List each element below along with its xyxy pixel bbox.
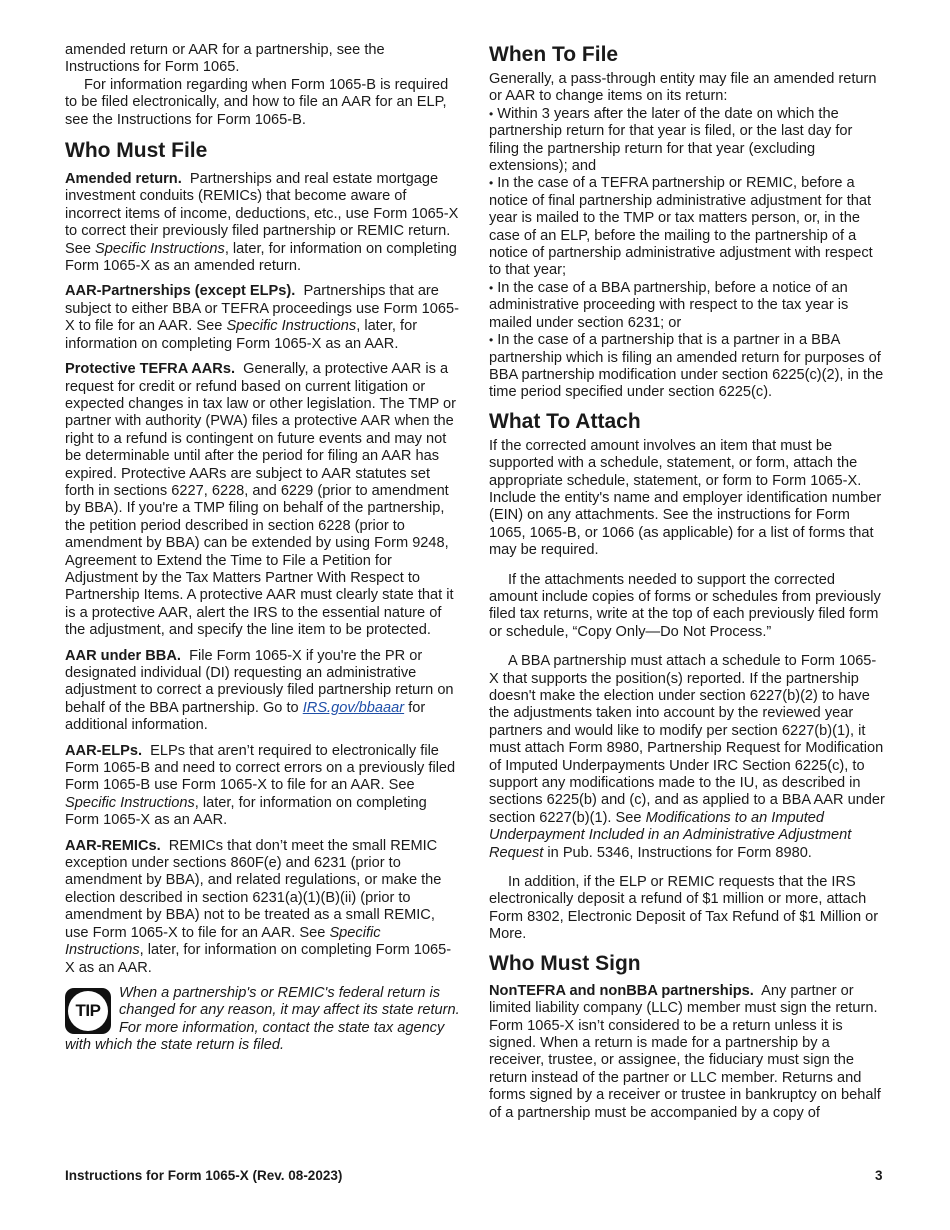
bullet-item: • In the case of a partnership that is a partner in a BBA partnership which is filing an amended return for purposes of BBA partnership modification under section 6225(c)(2), in the time period specified under section 6225(c). — [489, 332, 884, 401]
attach-paragraph-3: A BBA partnership must attach a schedule to Form 1065-X that supports the position(s) reported. If the partnership doesn't make the election under section 6227(b)(2) to have the adjustments taken into account by the reviewed year partners and would like to modify per section 6227(b)(1), it must attach Form 8980, Partnership Request for Modification of Imputed Underpayments Under IRC Section 6225(c), to support any modifications made to the IU, as described in sections 6225(b) and (c), and as applied to a BBA AAR under section 6227(b)(1). See Modifications to an Imputed Underpayment Included in an Administrative Adjustment Request in Pub. 5346, Instructions for Form 8980. — [489, 653, 885, 861]
heading-when-to-file: When To File — [489, 43, 619, 66]
bullet-icon: • — [489, 106, 494, 121]
bullet-icon: • — [489, 333, 494, 348]
aar-elps-title: AAR-ELPs. — [65, 742, 143, 759]
aar-partnerships-title: AAR-Partnerships (except ELPs). — [65, 283, 296, 300]
footer-form-title: Instructions for Form 1065-X (Rev. 08-2023) — [65, 1168, 343, 1183]
aar-partnerships-paragraph: AAR-Partnerships (except ELPs). Partnerships that are subject to either BBA or TEFRA proceedings use Form 1065-X to file for an AAR. See Specific Instructions, later, for information on completing Form 1065-X as an AAR. — [65, 283, 459, 352]
aar-elps-paragraph: AAR-ELPs. ELPs that aren’t required to electronically file Form 1065-B and need to correct errors on a previously filed Form 1065-B use Form 1065-X to file for an AAR. See Specific Instructions, later, for information on completing Form 1065-X as an AAR. — [65, 742, 456, 829]
tip-box — [65, 985, 460, 1055]
bullet-icon: • — [489, 176, 494, 191]
heading-what-to-attach: What To Attach — [489, 409, 641, 433]
protective-tefra-paragraph: Protective TEFRA AARs. Generally, a protective AAR is a request for credit or refund based on current litigation or expected changes in tax law or other legislation. The TMP or partner with authority (PWA) files a protective AAR when the right to a refund is contingent on future events and may not be determinable until after the period for filing an AAR has expired. Protective AARs are subject to AAR statutes set forth in sections 6227, 6228, and 6229 (prior to amendment by BBA). If you're a TMP filing on behalf of the partnership, the petition period described in section 6228 (prior to amendment by BBA) can be extended by using Form 9248, Agreement to Extend the Time to File a Petition for Adjustment by the Tax Matters Partner With Respect to Partnership Items. A protective AAR must clearly state that it is a protective AAR, alert the IRS to the essential nature of the adjustment, and specify the line item to be protected. — [65, 361, 457, 639]
sign-paragraph: NonTEFRA and nonBBA partnerships. Any partner or limited liability company (LLC) member must sign the return. Form 1065-X isn’t considered to be a return unless it is signed. When a return is made for a partnership by a receiver, trustee, or assignee, the fiduciary must sign the return instead of the partner or LLC member. Returns and forms signed by a receiver or trustee in bankruptcy on behalf of a partnership must be accompanied by a copy of — [489, 982, 881, 1121]
sign-title: NonTEFRA and nonBBA partnerships. — [489, 982, 754, 999]
tip-text: When a partnership's or REMIC's federal return is changed for any reason, it may affect its state return. For more information, contact the state tax agency with which the state return is filed. — [65, 984, 460, 1054]
bullet-icon: • — [489, 280, 494, 295]
page-number: 3 — [875, 1168, 883, 1183]
amended-return-paragraph: Amended return. Partnerships and real estate mortgage investment conduits (REMICs) that become aware of incorrect items of income, deductions, etc., use Form 1065-X to correct their previously filed partnership or REMIC return. See Specific Instructions, later, for information on completing Form 1065-X as an amended return. — [65, 171, 459, 275]
bullet-item: • In the case of a BBA partnership, before a notice of an administrative proceeding with respect to the tax year is mailed under section 6231; or — [489, 279, 849, 331]
attach-paragraph-4: In addition, if the ELP or REMIC requests that the IRS electronically deposit a refund of $1 million or more, attach Form 8302, Electronic Deposit of Tax Refund of $1 Million or More. — [489, 874, 879, 943]
when-intro: Generally, a pass-through entity may file an amended return or AAR to change items on its return: — [489, 71, 877, 105]
bullet-item: • Within 3 years after the later of the date on which the partnership return for that year is filed, or the last day for filing the partnership return for that year (excluding extensions); and — [489, 105, 853, 175]
aar-remics-paragraph: AAR-REMICs. REMICs that don’t meet the small REMIC exception under sections 860F(e) and 6231 (prior to amendment by BBA), and related regulations, or make the election described in section 6231(a)(1)(B)(ii) (prior to amendment by BBA) not to be treated as a small REMIC, use Form 1065-X to file for an AAR. See Specific Instructions, later, for information on completing Form 1065-X as an AAR. — [65, 837, 452, 976]
aar-under-bba-paragraph: AAR under BBA. File Form 1065-X if you're the PR or designated individual (DI) requesting an administrative adjustment to correct a previously filed partnership return on behalf of the BBA partnership. Go to IRS.gov/bbaaar for additional information. — [65, 647, 454, 734]
right-column — [489, 42, 886, 1122]
aar-remics-title: AAR-REMICs. — [65, 837, 161, 854]
amended-return-title: Amended return. — [65, 171, 182, 188]
aar-under-bba-title: AAR under BBA. — [65, 647, 181, 664]
tip-label: TIP — [68, 991, 108, 1031]
tip-icon — [65, 988, 111, 1034]
bullet-item: • In the case of a TEFRA partnership or REMIC, before a notice of final partnership administrative adjustment for that year is mailed to the TMP or tax matters person, or, in the case of an ELP, before the mailing to the partnership of a notice of partnership administrative adjustment with respect to that year; — [489, 175, 873, 279]
irs-bbaaar-link[interactable]: IRS.gov/bbaaar — [302, 699, 405, 716]
left-column — [65, 42, 460, 1055]
info-paragraph: For information regarding when Form 1065-B is required to be filed electronically, and how to file an AAR for an ELP, see the Instructions for Form 1065-B. — [65, 76, 449, 128]
attach-paragraph-1: If the corrected amount involves an item that must be supported with a schedule, statement, or form, attach the appropriate schedule, statement, or form to Form 1065-X. Include the entity's name and employer identification number (EIN) on any attachments. See the instructions for Form 1065, 1065-B, or 1066 (as applicable) for a list of forms that may be required. — [489, 437, 882, 559]
continued-paragraph: amended return or AAR for a partnership, see the Instructions for Form 1065. — [65, 42, 385, 76]
attach-paragraph-2: If the attachments needed to support the corrected amount include copies of forms or schedules from previously filed tax returns, write at the top of each previously filed form or schedule, “Copy Only—Do Not Process.” — [489, 571, 881, 640]
heading-who-must-file: Who Must File — [65, 139, 208, 163]
heading-who-must-sign: Who Must Sign — [489, 951, 641, 975]
protective-tefra-title: Protective TEFRA AARs. — [65, 361, 236, 378]
